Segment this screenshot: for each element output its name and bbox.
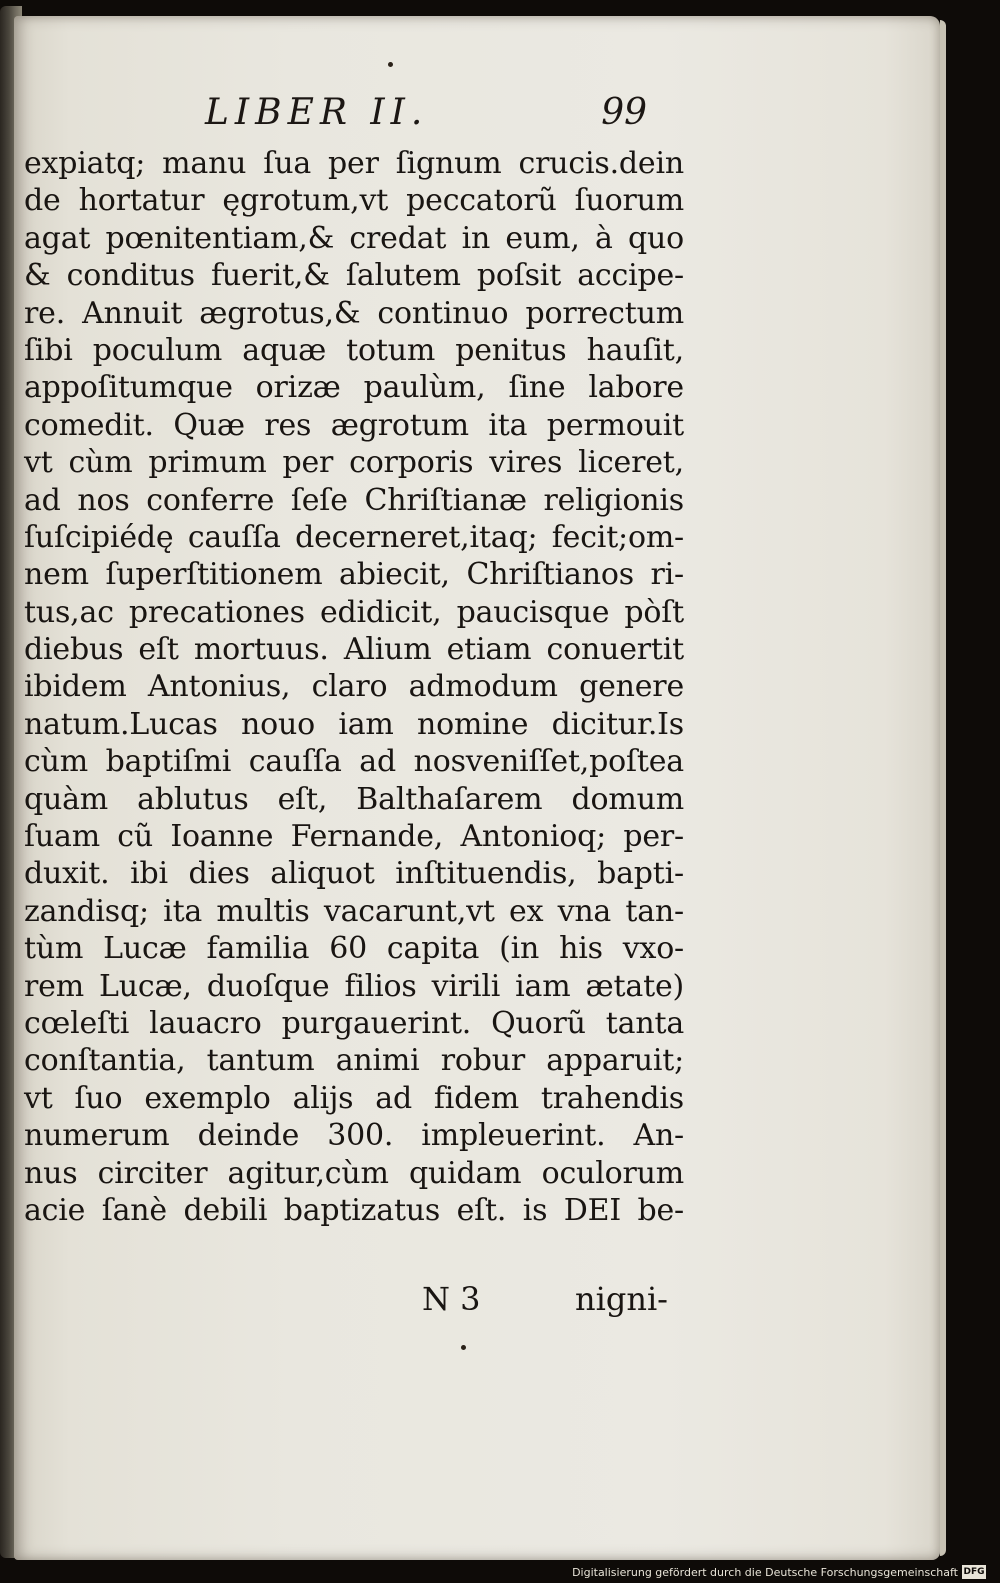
text-line: rem Lucæ, duoſque filios virili iam ætate) — [24, 968, 684, 1004]
ornament-dot — [388, 62, 393, 67]
text-line: zandisq; ita multis vacarunt,vt ex vna tan- — [24, 893, 684, 929]
text-line: numerum deinde 300. impleuerint. An- — [24, 1118, 684, 1154]
text-line: duxit. ibi dies aliquot inſtituendis, bapti- — [24, 856, 684, 892]
text-line: cùm baptiſmi cauſſa ad nosveniſſet,poſtea — [24, 744, 684, 780]
running-head — [205, 92, 655, 142]
text-line: tùm Lucæ familia 60 capita (in his vxo- — [24, 931, 684, 967]
text-line: conſtantia, tantum animi robur apparuit; — [24, 1043, 684, 1079]
dfg-logo: DFG — [963, 1567, 985, 1577]
text-line: appoſitumque orizæ paulùm, ſine labore — [24, 370, 684, 406]
text-line: ad nos conferre ſeſe Chriſtianæ religionis — [24, 482, 684, 518]
text-line: ibidem Antonius, claro admodum genere — [24, 669, 684, 705]
text-line: diebus eſt mortuus. Alium etiam conuertit — [24, 632, 684, 668]
text-line: vt ſuo exemplo alijs ad fidem trahendis — [24, 1080, 684, 1116]
text-line: tus,ac precationes edidicit, paucisque pòſt — [24, 594, 684, 630]
text-line: nem ſuperſtitionem abiecit, Chriſtianos ri- — [24, 557, 684, 593]
text-line: acie ſanè debili baptizatus eſt. is DEI be- — [24, 1192, 684, 1228]
text-line: ſibi poculum aquæ totum penitus hauſit, — [24, 332, 684, 368]
text-line: quàm ablutus eſt, Balthaſarem domum — [24, 781, 684, 817]
catchword: nigni- — [575, 1280, 668, 1318]
text-line: cœleſti lauacro purgauerint. Quorũ tanta — [24, 1005, 684, 1041]
page-number: 99 — [601, 92, 647, 133]
text-line: ſuam cũ Ioanne Fernande, Antonioq; per- — [24, 819, 684, 855]
digitization-credit: Digitalisierung gefördert durch die Deutsche Forschungsgemeinschaft — [572, 1566, 958, 1579]
text-line: natum.Lucas nouo iam nomine dicitur.Is — [24, 706, 684, 742]
text-block — [24, 145, 684, 1229]
text-line: re. Annuit ægrotus,& continuo porrectum — [24, 295, 684, 331]
ornament-dot — [461, 1345, 466, 1350]
text-line: expiatq; manu ſua per ſignum crucis.dein — [24, 146, 684, 181]
text-line: vt cùm primum per corporis vires liceret, — [24, 445, 684, 481]
text-line: & conditus fuerit,& ſalutem poſsit accipe- — [24, 258, 684, 294]
text-line: ſuſcipiédę cauſſa decerneret,itaq; fecit;om- — [24, 519, 684, 555]
signature-mark: N 3 — [422, 1280, 481, 1318]
text-line: nus circiter agitur,cùm quidam oculorum — [24, 1155, 684, 1191]
text-line: de hortatur ęgrotum,vt peccatorũ ſuorum — [24, 183, 684, 219]
text-line: agat pœnitentiam,& credat in eum, à quo — [24, 220, 684, 256]
running-title: LIBER II. — [205, 92, 429, 133]
text-line: comedit. Quæ res ægrotum ita permouit — [24, 407, 684, 443]
